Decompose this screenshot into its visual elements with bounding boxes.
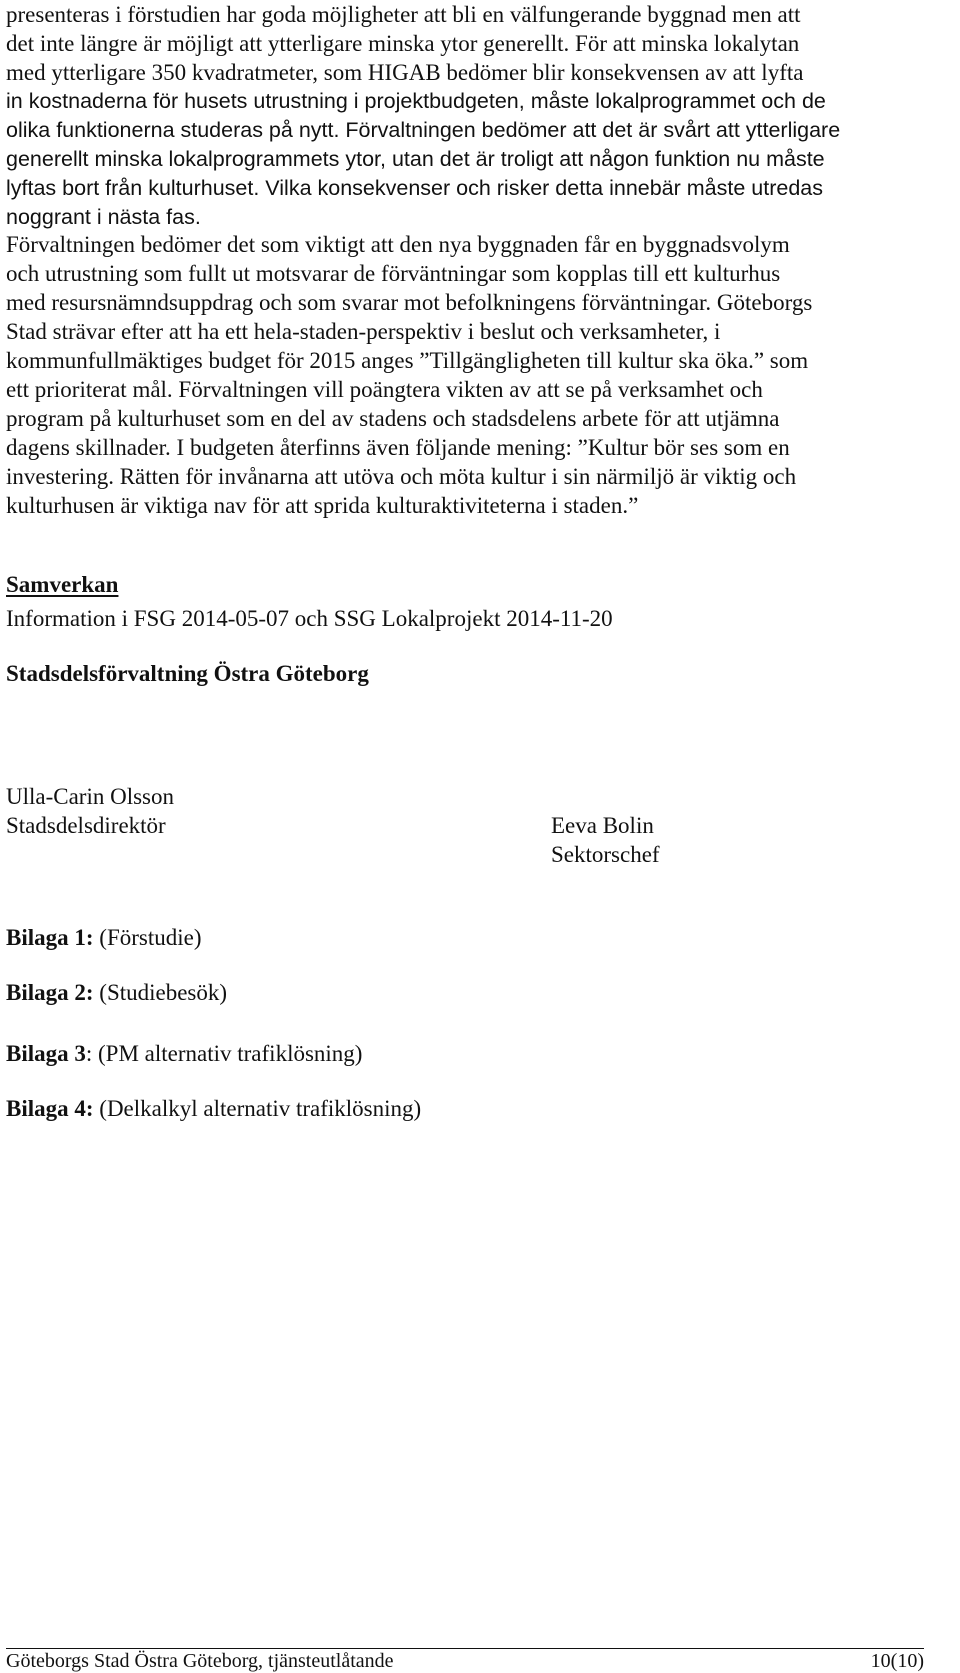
paragraph-line: in kostnaderna för husets utrustning i projektbudgeten, måste lokalprogrammet och de bbox=[6, 89, 826, 113]
attachment-description: (Förstudie) bbox=[93, 925, 202, 950]
attachment-description: : (PM alternativ trafiklösning) bbox=[85, 1041, 363, 1066]
attachment-item bbox=[6, 925, 202, 951]
attachment-label: Bilaga 3 bbox=[6, 1041, 86, 1066]
section-heading-samverkan: Samverkan bbox=[6, 572, 119, 597]
paragraph-line: dagens skillnader. I budgeten återfinns även följande mening: ”Kultur bör ses som en bbox=[6, 435, 790, 460]
paragraph-intro bbox=[6, 0, 926, 232]
paragraph-line: investering. Rätten för invånarna att utöva och möta kultur i sin närmiljö är viktig och bbox=[6, 464, 797, 489]
signatory-title-right: Sektorschef bbox=[551, 842, 660, 867]
paragraph-line: Stad strävar efter att ha ett hela-staden-perspektiv i beslut och verksamheter, i bbox=[6, 319, 721, 344]
paragraph-line: och utrustning som fullt ut motsvarar de förväntningar som kopplas till ett kulturhus bbox=[6, 261, 781, 286]
paragraph-line: med resursnämndsuppdrag och som svarar mot befolkningens förväntningar. Göteborgs bbox=[6, 290, 813, 315]
attachment-label: Bilaga 4: bbox=[6, 1096, 94, 1121]
paragraph-line: med ytterligare 350 kvadratmeter, som HIGAB bedömer blir konsekvensen av att lyfta bbox=[6, 60, 804, 85]
signatory-name-right: Eeva Bolin bbox=[551, 813, 654, 838]
paragraph-line: presenteras i förstudien har goda möjligheter att bli en välfungerande byggnad men att bbox=[6, 2, 801, 27]
footer-document-label: Göteborgs Stad Östra Göteborg, tjänsteutlåtande bbox=[6, 1650, 394, 1672]
footer-page-number: 10(10) bbox=[870, 1650, 924, 1672]
attachment-item bbox=[6, 1096, 421, 1122]
attachment-label: Bilaga 2: bbox=[6, 980, 94, 1005]
paragraph-line: noggrant i nästa fas. bbox=[6, 205, 201, 229]
paragraph-line: det inte längre är möjligt att ytterligare minska ytor generellt. För att minska lokalytan bbox=[6, 31, 800, 56]
samverkan-text: Information i FSG 2014-05-07 och SSG Lokalprojekt 2014-11-20 bbox=[6, 606, 613, 631]
paragraph-line: kommunfullmäktiges budget för 2015 anges ”Tillgängligheten till kultur ska öka.” som bbox=[6, 348, 809, 373]
paragraph-line: kulturhusen är viktiga nav för att sprida kulturaktiviteterna i staden.” bbox=[6, 493, 639, 518]
attachment-label: Bilaga 1: bbox=[6, 925, 94, 950]
attachment-item bbox=[6, 980, 227, 1006]
footer-divider bbox=[6, 1648, 924, 1649]
attachment-description: (Studiebesök) bbox=[93, 980, 228, 1005]
paragraph-line: program på kulturhuset som en del av stadens och stadsdelens arbete för att utjämna bbox=[6, 406, 780, 431]
paragraph-line: generellt minska lokalprogrammets ytor, utan det är troligt att någon funktion nu måste bbox=[6, 147, 825, 171]
paragraph-line: ett prioriterat mål. Förvaltningen vill poängtera vikten av att se på verksamhet och bbox=[6, 377, 763, 402]
paragraph-line: olika funktionerna studeras på nytt. Förvaltningen bedömer att det är svårt att ytterligare bbox=[6, 118, 841, 142]
signatory-title-left: Stadsdelsdirektör bbox=[6, 813, 166, 838]
paragraph-line: Förvaltningen bedömer det som viktigt att den nya byggnaden får en byggnadsvolym bbox=[6, 232, 790, 257]
organization-heading: Stadsdelsförvaltning Östra Göteborg bbox=[6, 661, 369, 686]
attachment-item bbox=[6, 1041, 362, 1067]
paragraph-line: lyftas bort från kulturhuset. Vilka konsekvenser och risker detta innebär måste utredas bbox=[6, 176, 824, 200]
attachment-description: (Delkalkyl alternativ trafiklösning) bbox=[93, 1096, 422, 1121]
paragraph-assessment bbox=[6, 230, 926, 520]
signatory-name-left: Ulla-Carin Olsson bbox=[6, 784, 175, 809]
